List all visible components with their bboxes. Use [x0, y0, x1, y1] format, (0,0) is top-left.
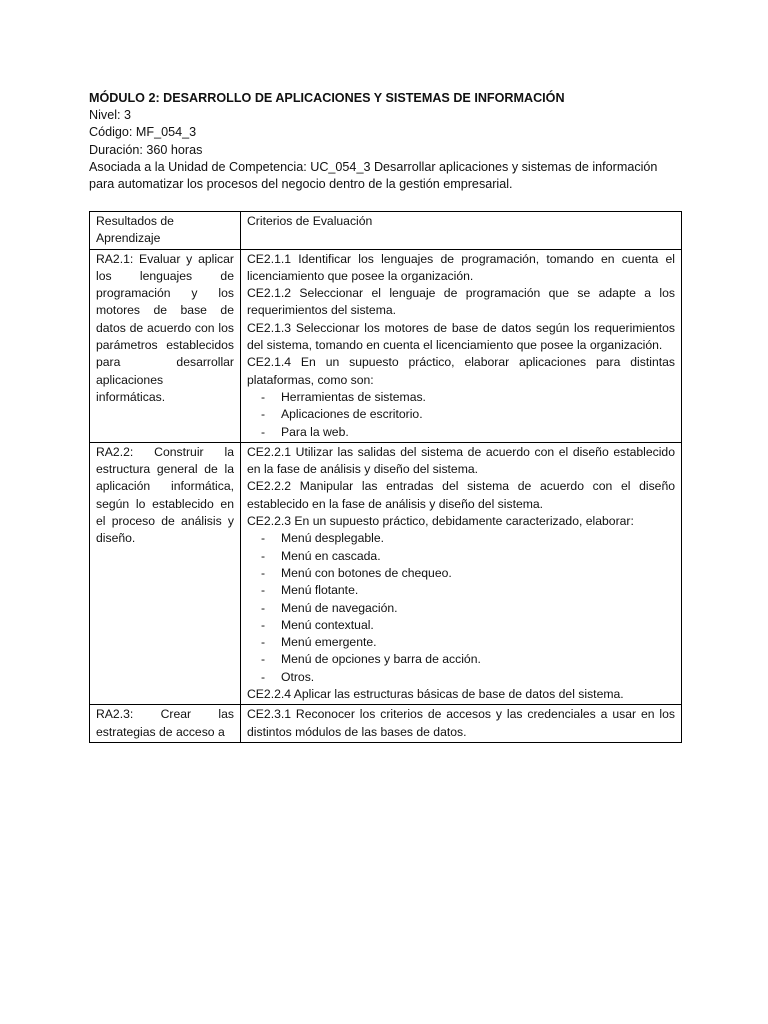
list-item: - Para la web.	[261, 424, 675, 441]
module-title: MÓDULO 2: DESARROLLO DE APLICACIONES Y SISTEMAS DE INFORMACIÓN	[89, 91, 565, 105]
table-row	[90, 442, 682, 704]
competency-unit-text: UC_054_3 Desarrollar aplicaciones y sistemas de información para automatizar los procesos del negocio dentro de la gestión empresarial.	[89, 159, 658, 192]
criteria-table	[89, 211, 682, 743]
learning-result-cell: RA2.2: Construir la estructura general de la aplicación informática, según lo establecido en el proceso de análisis y diseño.	[90, 442, 241, 704]
criteria-cell	[241, 705, 682, 743]
document-header	[89, 90, 681, 193]
list-item: - Menú contextual.	[261, 617, 675, 634]
list-item: - Aplicaciones de escritorio.	[261, 406, 675, 423]
learning-result-cell: RA2.3: Crear las estrategias de acceso a	[90, 705, 241, 743]
criterion: CE2.1.4 En un supuesto práctico, elaborar aplicaciones para distintas plataformas, como son:	[247, 355, 675, 387]
list-item: - Menú de navegación.	[261, 600, 675, 617]
list-item: - Herramientas de sistemas.	[261, 389, 675, 406]
criterion: CE2.1.1 Identificar los lenguajes de programación, tomando en cuenta el licenciamiento que posee la organización.	[247, 251, 675, 283]
criterion: CE2.2.3 En un supuesto práctico, debidamente caracterizado, elaborar:	[247, 514, 634, 529]
competency-unit	[89, 159, 681, 193]
competency-unit-label: Asociada a la Unidad de Competencia:	[89, 159, 307, 174]
table-header-row	[90, 212, 682, 250]
list-item: - Menú con botones de chequeo.	[261, 565, 675, 582]
criteria-cell	[241, 249, 682, 442]
table-row	[90, 249, 682, 442]
learning-result-cell: RA2.1: Evaluar y aplicar los lenguajes de programación y los motores de base de datos de acuerdo con los parámetros establecidos para desarrollar aplicaciones informáticas.	[90, 249, 241, 442]
module-code: Código: MF_054_3	[89, 125, 197, 140]
table-row	[90, 705, 682, 743]
col-header-results: Resultados de Aprendizaje	[90, 212, 241, 250]
list-item: - Otros.	[261, 669, 675, 686]
list-item: - Menú emergente.	[261, 634, 675, 651]
list-item: - Menú flotante.	[261, 582, 675, 599]
criterion-list	[247, 530, 675, 686]
criterion: CE2.2.4 Aplicar las estructuras básicas de base de datos del sistema.	[247, 687, 624, 702]
criterion: CE2.2.2 Manipular las entradas del sistema de acuerdo con el diseño establecido en la fase de análisis y diseño del sistema.	[247, 479, 675, 511]
list-item: - Menú desplegable.	[261, 530, 675, 547]
module-level: Nivel: 3	[89, 108, 131, 123]
list-item: - Menú de opciones y barra de acción.	[261, 651, 675, 668]
criterion-list	[247, 389, 675, 441]
col-header-criteria: Criterios de Evaluación	[241, 212, 682, 250]
criterion: CE2.2.1 Utilizar las salidas del sistema de acuerdo con el diseño establecido en la fase de análisis y diseño del sistema.	[247, 444, 675, 477]
criterion: CE2.1.3 Seleccionar los motores de base de datos según los requerimientos del sistema, tomando en cuenta el licenciamiento que posee la organización.	[247, 320, 675, 353]
list-item: - Menú en cascada.	[261, 548, 675, 565]
criterion: CE2.1.2 Seleccionar el lenguaje de programación que se adapte a los requerimientos del sistema.	[247, 286, 675, 318]
module-duration: Duración: 360 horas	[89, 142, 203, 157]
criterion: CE2.3.1 Reconocer los criterios de accesos y las credenciales a usar en los distintos módulos de las bases de datos.	[247, 707, 675, 739]
criteria-cell	[241, 442, 682, 704]
